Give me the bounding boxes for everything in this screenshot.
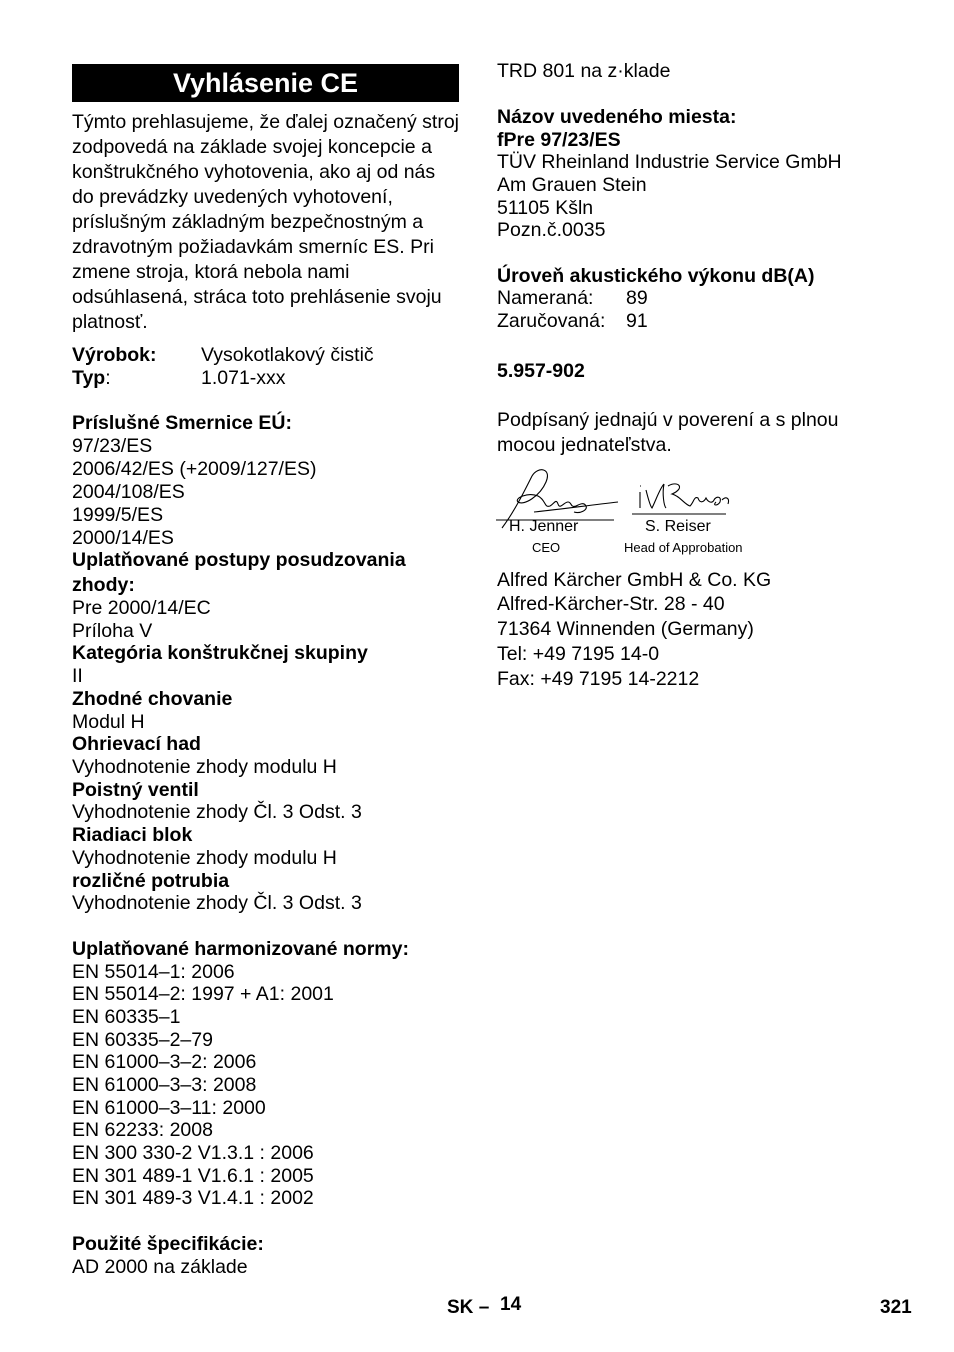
norm-item: EN 301 489-1 V1.6.1 : 2005 xyxy=(72,1165,314,1187)
section-heading: Kategória konštrukčnej skupiny xyxy=(72,642,368,664)
norm-item: EN 55014–2: 1997 + A1: 2001 xyxy=(72,983,334,1005)
norm-item: EN 61000–3–3: 2008 xyxy=(72,1074,257,1096)
norm-item: EN 61000–3–11: 2000 xyxy=(72,1097,266,1119)
signature-reiser xyxy=(640,484,729,508)
address-line: Alfred-Kärcher-Str. 28 - 40 xyxy=(497,593,725,615)
procedure-item: Príloha V xyxy=(72,620,153,642)
section-value: II xyxy=(72,665,83,687)
procedures-heading: Uplatňované postupy posudzovania xyxy=(72,549,406,571)
sound-heading: Úroveň akustického výkonu dB(A) xyxy=(497,265,815,287)
footer-page-local: 14 xyxy=(500,1294,522,1315)
signer2-title: Head of Approbation xyxy=(624,540,743,555)
guaranteed-label: Zaručovaná: xyxy=(497,310,606,332)
product-value: Vysokotlakový čistič xyxy=(201,344,374,366)
norm-item: EN 55014–1: 2006 xyxy=(72,961,235,983)
trd-line: TRD 801 na z·klade xyxy=(497,60,671,82)
signed-text: Podpísaný jednajú v poverení a s plnou mocou jednateľstva. xyxy=(497,409,839,456)
specs-heading: Použité špecifikácie: xyxy=(72,1233,264,1255)
directive-item: 1999/5/ES xyxy=(72,504,164,526)
norm-item: EN 60335–1 xyxy=(72,1006,181,1028)
address-line: Tel: +49 7195 14-0 xyxy=(497,643,660,665)
notified-line: Am Grauen Stein xyxy=(497,174,647,196)
type-value: 1.071-xxx xyxy=(201,367,286,389)
section-heading: Riadiaci blok xyxy=(72,824,193,846)
section-heading: Poistný ventil xyxy=(72,779,199,801)
address-line: Alfred Kärcher GmbH & Co. KG xyxy=(497,569,772,591)
norm-item: EN 62233: 2008 xyxy=(72,1119,213,1141)
directive-item: 97/23/ES xyxy=(72,435,153,457)
norm-item: EN 60335–2–79 xyxy=(72,1029,213,1051)
notified-line: 51105 Kšln xyxy=(497,197,594,219)
notified-heading: Názov uvedeného miesta: xyxy=(497,106,737,128)
directives-heading: Príslušné Smernice EÚ: xyxy=(72,412,293,434)
page-title: Vyhlásenie CE xyxy=(72,64,459,102)
measured-label: Nameraná: xyxy=(497,287,594,309)
signer2-name: S. Reiser xyxy=(645,518,711,535)
directive-item: 2000/14/ES xyxy=(72,527,174,549)
directive-item: 2006/42/ES (+2009/127/ES) xyxy=(72,458,317,480)
notified-line: Pozn.č.0035 xyxy=(497,219,606,241)
notified-line: TÜV Rheinland Industrie Service GmbH xyxy=(497,151,842,173)
footer-lang: SK – xyxy=(447,1297,490,1318)
signer1-name: H. Jenner xyxy=(509,518,579,535)
section-value: Vyhodnotenie zhody modulu H xyxy=(72,847,337,869)
norm-item: EN 61000–3–2: 2006 xyxy=(72,1051,257,1073)
norm-item: EN 301 489-3 V1.4.1 : 2002 xyxy=(72,1187,314,1209)
footer-page-total: 321 xyxy=(880,1297,912,1318)
norms-heading: Uplatňované harmonizované normy: xyxy=(72,938,409,960)
procedures-heading-2: zhody: xyxy=(72,574,135,596)
address-line: Fax: +49 7195 14-2212 xyxy=(497,668,700,690)
part-number: 5.957-902 xyxy=(497,360,585,382)
section-value: Vyhodnotenie zhody modulu H xyxy=(72,756,337,778)
address-line: 71364 Winnenden (Germany) xyxy=(497,618,754,640)
measured-value: 89 xyxy=(626,287,648,309)
directive-item: 2004/108/ES xyxy=(72,481,185,503)
section-value: Vyhodnotenie zhody Čl. 3 Odst. 3 xyxy=(72,801,362,823)
type-label: Typ: xyxy=(72,367,111,389)
section-heading: rozličné potrubia xyxy=(72,870,230,892)
specs-value: AD 2000 na základe xyxy=(72,1256,248,1278)
guaranteed-value: 91 xyxy=(626,310,648,332)
section-value: Vyhodnotenie zhody Čl. 3 Odst. 3 xyxy=(72,892,362,914)
section-heading: Ohrievací had xyxy=(72,733,201,755)
signer1-title: CEO xyxy=(532,540,561,555)
section-value: Modul H xyxy=(72,711,145,733)
product-label: Výrobok: xyxy=(72,344,157,366)
intro-paragraph: Týmto prehlasujeme, že ďalej označený stroj zodpovedá na základe svojej koncepcie a konštrukčného vyhotovenia, ako aj od nás do prevádzky uvedených vyhotovení, príslušným základným bezpečnostným a zdravotným požiadavkám smerníc ES. Pri zmene stroja, ktorá nebola nami odsúhlasená, stráca toto prehlásenie svoju platnosť. xyxy=(72,111,459,333)
norm-item: EN 300 330-2 V1.3.1 : 2006 xyxy=(72,1142,314,1164)
section-heading: Zhodné chovanie xyxy=(72,688,233,710)
procedure-item: Pre 2000/14/EC xyxy=(72,597,211,619)
notified-sub: fPre 97/23/ES xyxy=(497,129,621,151)
